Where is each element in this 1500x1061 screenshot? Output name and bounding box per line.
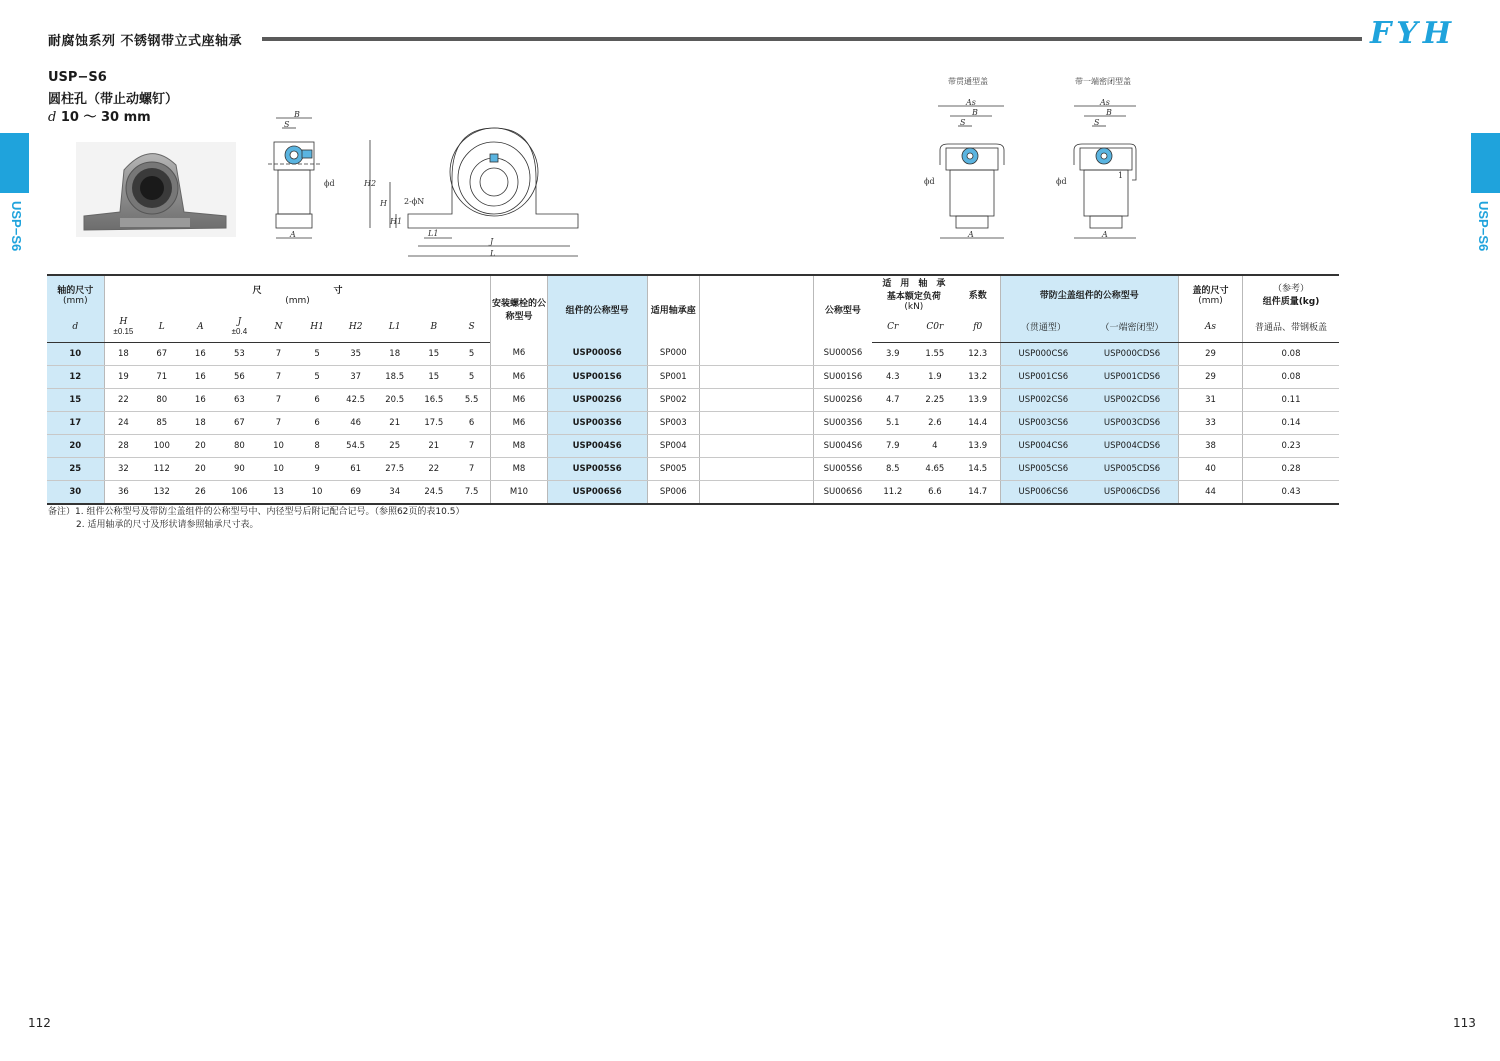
cover-through-drawing — [924, 98, 1004, 239]
table-cell: SP002 — [647, 388, 699, 411]
table-cell: 44 — [1178, 480, 1242, 504]
table-cell: 6 — [298, 411, 337, 434]
cover-closed-caption: 带一端密闭型盖 — [1075, 77, 1131, 86]
table-cell: 35 — [337, 342, 375, 365]
table-cell: 7 — [453, 457, 491, 480]
table-cell: 8 — [298, 434, 337, 457]
table-cell: 9 — [298, 457, 337, 480]
table-cell: 80 — [142, 388, 181, 411]
table-cell: SP000 — [647, 342, 699, 365]
table-cell: 46 — [337, 411, 375, 434]
table-cell: 20.5 — [375, 388, 415, 411]
table-cell: 27.5 — [375, 457, 415, 480]
table-cell: 17 — [47, 411, 104, 434]
th-d: d — [47, 312, 104, 342]
table-cell: 4 — [914, 434, 956, 457]
note-2: 2. 适用轴承的尺寸及形状请参照轴承尺寸表。 — [76, 520, 259, 530]
table-cell: M6 — [491, 411, 547, 434]
svg-text:A: A — [968, 230, 974, 239]
table-cell: SU006S6 — [814, 480, 872, 504]
table-cell: 0.23 — [1243, 434, 1339, 457]
table-row — [47, 365, 1339, 388]
cover-closed-drawing — [1056, 98, 1136, 239]
table-cell — [699, 434, 813, 457]
table-cell: SP001 — [647, 365, 699, 388]
table-cell: 56 — [219, 365, 259, 388]
table-row — [47, 411, 1339, 434]
table-cell: USP005CS6 — [1000, 457, 1086, 480]
th-mass-note: 普通品、带钢板盖 — [1243, 312, 1339, 342]
svg-text:L: L — [490, 249, 496, 258]
table-cell: M8 — [491, 434, 547, 457]
th-cover-size: 盖的尺寸 (mm) — [1178, 275, 1242, 312]
table-cell: 2.6 — [914, 411, 956, 434]
th-through: （贯通型） — [1000, 312, 1086, 342]
table-cell: 13 — [259, 480, 297, 504]
table-cell: 5.5 — [453, 388, 491, 411]
table-cell — [699, 411, 813, 434]
table-cell: 7 — [259, 411, 297, 434]
table-cell: USP001CDS6 — [1086, 365, 1178, 388]
table-row — [47, 480, 1339, 504]
table-cell: 30 — [47, 480, 104, 504]
product-bore-type: 圆柱孔（带止动螺钉） — [48, 92, 179, 107]
side-tab-left — [0, 133, 29, 193]
th-cr: Cr — [872, 312, 914, 342]
th-S: S — [453, 312, 491, 342]
table-cell: 14.7 — [956, 480, 1000, 504]
table-cell: M10 — [491, 480, 547, 504]
table-cell: 10 — [298, 480, 337, 504]
svg-text:ϕd: ϕd — [324, 179, 335, 188]
table-cell: 0.11 — [1243, 388, 1339, 411]
table-cell: 16 — [181, 388, 219, 411]
table-cell: 21 — [375, 411, 415, 434]
svg-text:As: As — [1100, 98, 1110, 107]
table-cell: 17.5 — [415, 411, 453, 434]
table-cell: 37 — [337, 365, 375, 388]
th-shaft-size: 轴的尺寸 (mm) — [47, 275, 104, 312]
svg-text:J: J — [490, 237, 494, 246]
product-photo — [76, 142, 236, 237]
table-cell: 33 — [1178, 411, 1242, 434]
table-cell — [699, 342, 813, 365]
table-cell: SP006 — [647, 480, 699, 504]
table-cell: USP006CS6 — [1000, 480, 1086, 504]
table-cell: 7.9 — [872, 434, 914, 457]
side-label-left: USP−S6 — [9, 201, 24, 252]
table-cell: USP002CS6 — [1000, 388, 1086, 411]
table-cell: USP003S6 — [547, 411, 647, 434]
table-cell: 29 — [1178, 365, 1242, 388]
table-cell: 67 — [142, 342, 181, 365]
cover-through-caption: 带贯通型盖 — [948, 77, 988, 86]
table-cell: USP001S6 — [547, 365, 647, 388]
technical-drawings — [60, 70, 1160, 270]
table-cell: 13.9 — [956, 434, 1000, 457]
table-cell: 6 — [453, 411, 491, 434]
svg-text:S: S — [960, 118, 966, 127]
table-cell: 7 — [453, 434, 491, 457]
svg-text:ϕd: ϕd — [924, 177, 935, 186]
svg-text:H2: H2 — [364, 179, 377, 188]
table-cell: 34 — [375, 480, 415, 504]
th-applicable-bearing: 适 用 轴 承 基本额定负荷 (kN) — [872, 275, 956, 312]
table-cell: USP006CDS6 — [1086, 480, 1178, 504]
front-view-drawing — [363, 128, 578, 258]
table-cell: 0.43 — [1243, 480, 1339, 504]
table-cell — [699, 457, 813, 480]
table-cell: 24.5 — [415, 480, 453, 504]
side-tab-right — [1471, 133, 1500, 193]
table-cell: USP001CS6 — [1000, 365, 1086, 388]
table-cell: 40 — [1178, 457, 1242, 480]
table-cell: 4.7 — [872, 388, 914, 411]
table-cell: USP002CDS6 — [1086, 388, 1178, 411]
table-cell: 15 — [415, 365, 453, 388]
table-cell: 18 — [375, 342, 415, 365]
table-cell: 14.5 — [956, 457, 1000, 480]
table-cell: 7 — [259, 365, 297, 388]
th-f0: f0 — [956, 312, 1000, 342]
table-cell: 71 — [142, 365, 181, 388]
table-row — [47, 434, 1339, 457]
table-cell: 0.08 — [1243, 342, 1339, 365]
table-cell: 13.2 — [956, 365, 1000, 388]
svg-text:S: S — [1094, 118, 1100, 127]
table-cell: 8.5 — [872, 457, 914, 480]
th-B: B — [415, 312, 453, 342]
table-cell: 24 — [104, 411, 142, 434]
table-cell: 12 — [47, 365, 104, 388]
svg-text:H: H — [380, 199, 387, 208]
table-cell: USP000CDS6 — [1086, 342, 1178, 365]
table-cell: 5 — [298, 342, 337, 365]
th-bolt: 安装螺栓的公称型号 — [491, 275, 547, 342]
svg-text:A: A — [1102, 230, 1108, 239]
table-cell: 54.5 — [337, 434, 375, 457]
table-cell: USP004S6 — [547, 434, 647, 457]
table-cell: 15 — [415, 342, 453, 365]
table-cell: SU003S6 — [814, 411, 872, 434]
table-cell: 12.3 — [956, 342, 1000, 365]
table-cell: 80 — [219, 434, 259, 457]
table-cell: 7.5 — [453, 480, 491, 504]
table-cell: USP003CS6 — [1000, 411, 1086, 434]
table-cell: 5 — [453, 342, 491, 365]
table-cell: 4.3 — [872, 365, 914, 388]
svg-text:B: B — [972, 108, 978, 117]
table-cell: 10 — [47, 342, 104, 365]
th-as: As — [1178, 312, 1242, 342]
table-row — [47, 457, 1339, 480]
table-row — [47, 388, 1339, 411]
table-cell: 69 — [337, 480, 375, 504]
table-cell: 1.55 — [914, 342, 956, 365]
table-cell: M8 — [491, 457, 547, 480]
table-cell: 16 — [181, 342, 219, 365]
spec-table — [47, 274, 1339, 505]
svg-text:B: B — [1106, 108, 1112, 117]
table-cell: 6.6 — [914, 480, 956, 504]
table-cell: 4.65 — [914, 457, 956, 480]
page-number-left: 112 — [28, 1016, 51, 1030]
table-cell: 63 — [219, 388, 259, 411]
table-cell: 2.25 — [914, 388, 956, 411]
table-cell: 20 — [181, 434, 219, 457]
table-cell: 85 — [142, 411, 181, 434]
svg-text:H1: H1 — [390, 217, 403, 226]
table-cell: USP003CDS6 — [1086, 411, 1178, 434]
table-cell: 106 — [219, 480, 259, 504]
th-housing: 适用轴承座 — [647, 275, 699, 342]
table-cell: 21 — [415, 434, 453, 457]
table-cell: 16 — [181, 365, 219, 388]
table-cell: 13.9 — [956, 388, 1000, 411]
table-cell: 36 — [104, 480, 142, 504]
table-cell: 22 — [104, 388, 142, 411]
table-cell: USP005S6 — [547, 457, 647, 480]
table-cell: M6 — [491, 388, 547, 411]
table-cell: 53 — [219, 342, 259, 365]
table-cell: USP002S6 — [547, 388, 647, 411]
table-cell: 7 — [259, 342, 297, 365]
page-number-right: 113 — [1453, 1016, 1476, 1030]
table-cell: 38 — [1178, 434, 1242, 457]
th-factor: 系数 — [956, 275, 1000, 312]
th-dimensions: 尺 寸 (mm) — [104, 275, 491, 312]
th-closed: （一端密闭型） — [1086, 312, 1178, 342]
table-cell: SU001S6 — [814, 365, 872, 388]
table-cell: 22 — [415, 457, 453, 480]
table-cell: 19 — [104, 365, 142, 388]
table-cell: 7 — [259, 388, 297, 411]
table-cell: 6 — [298, 388, 337, 411]
table-cell: 0.28 — [1243, 457, 1339, 480]
table-cell: USP005CDS6 — [1086, 457, 1178, 480]
table-row — [47, 342, 1339, 365]
product-code: USP−S6 — [48, 70, 107, 85]
table-cell: M6 — [491, 342, 547, 365]
svg-text:ϕd: ϕd — [1056, 177, 1067, 186]
table-cell — [699, 365, 813, 388]
table-cell: 5.1 — [872, 411, 914, 434]
th-A: A — [181, 312, 219, 342]
table-cell: 67 — [219, 411, 259, 434]
table-cell: 28 — [104, 434, 142, 457]
note-1: 备注）1. 组件公称型号及带防尘盖组件的公称型号中、内径型号后附记配合记号。（参照62页的表10.5） — [48, 507, 465, 517]
table-cell: 25 — [375, 434, 415, 457]
table-cell: SU004S6 — [814, 434, 872, 457]
th-J: J ±0.4 — [219, 312, 259, 342]
th-bearing-no: 公称型号 — [814, 275, 872, 342]
table-cell: 5 — [298, 365, 337, 388]
th-cor: C0r — [914, 312, 956, 342]
brand-logo: FYH — [1370, 16, 1457, 51]
table-cell: 112 — [142, 457, 181, 480]
th-H1: H1 — [298, 312, 337, 342]
table-cell: 10 — [259, 457, 297, 480]
table-cell: 18 — [181, 411, 219, 434]
svg-text:1: 1 — [1118, 171, 1124, 180]
table-cell: USP006S6 — [547, 480, 647, 504]
table-cell: 0.08 — [1243, 365, 1339, 388]
table-cell: USP004CDS6 — [1086, 434, 1178, 457]
table-cell: 14.4 — [956, 411, 1000, 434]
table-cell: 31 — [1178, 388, 1242, 411]
table-cell: 15 — [47, 388, 104, 411]
range-symbol: d — [48, 110, 57, 125]
table-cell: SP004 — [647, 434, 699, 457]
table-cell: 26 — [181, 480, 219, 504]
table-cell: M6 — [491, 365, 547, 388]
table-cell: 18 — [104, 342, 142, 365]
page-title: 耐腐蚀系列 不锈钢带立式座轴承 — [48, 34, 243, 49]
svg-text:A: A — [290, 230, 296, 239]
svg-text:B: B — [294, 110, 300, 119]
table-cell: USP004CS6 — [1000, 434, 1086, 457]
table-body — [47, 342, 1339, 504]
table-cell: USP000CS6 — [1000, 342, 1086, 365]
svg-text:S: S — [284, 120, 290, 129]
header-rule — [262, 37, 1362, 41]
th-H: H ±0.15 — [104, 312, 142, 342]
table-cell: 132 — [142, 480, 181, 504]
svg-text:As: As — [966, 98, 976, 107]
th-L1: L1 — [375, 312, 415, 342]
table-cell: SP005 — [647, 457, 699, 480]
table-cell: 90 — [219, 457, 259, 480]
table-cell: 10 — [259, 434, 297, 457]
table-cell: 16.5 — [415, 388, 453, 411]
table-cell: 100 — [142, 434, 181, 457]
table-cell: 3.9 — [872, 342, 914, 365]
table-cell: SU000S6 — [814, 342, 872, 365]
table-cell: 18.5 — [375, 365, 415, 388]
table-cell: SU002S6 — [814, 388, 872, 411]
th-unit-no: 组件的公称型号 — [547, 275, 647, 342]
table-cell: 20 — [47, 434, 104, 457]
side-view-drawing — [268, 110, 335, 239]
table-cell — [699, 388, 813, 411]
th-H2: H2 — [337, 312, 375, 342]
table-cell: USP000S6 — [547, 342, 647, 365]
table-cell: 5 — [453, 365, 491, 388]
table-cell: 32 — [104, 457, 142, 480]
table-cell: 42.5 — [337, 388, 375, 411]
th-blank — [699, 275, 813, 342]
table-cell: SP003 — [647, 411, 699, 434]
table-cell: 29 — [1178, 342, 1242, 365]
svg-text:2-ϕN: 2-ϕN — [404, 197, 425, 206]
svg-text:L1: L1 — [428, 229, 439, 238]
table-cell: 0.14 — [1243, 411, 1339, 434]
table-cell: 25 — [47, 457, 104, 480]
th-N: N — [259, 312, 297, 342]
table-cell — [699, 480, 813, 504]
table-cell: 20 — [181, 457, 219, 480]
th-L: L — [142, 312, 181, 342]
range-value: 10 ～ 30 mm — [60, 110, 151, 125]
th-cover-units: 带防尘盖组件的公称型号 — [1000, 275, 1178, 312]
table-cell: SU005S6 — [814, 457, 872, 480]
table-cell: 61 — [337, 457, 375, 480]
table-cell: 1.9 — [914, 365, 956, 388]
side-label-right: USP−S6 — [1476, 201, 1491, 252]
th-mass: （参考） 组件质量(kg) — [1243, 275, 1339, 312]
table-cell: 11.2 — [872, 480, 914, 504]
